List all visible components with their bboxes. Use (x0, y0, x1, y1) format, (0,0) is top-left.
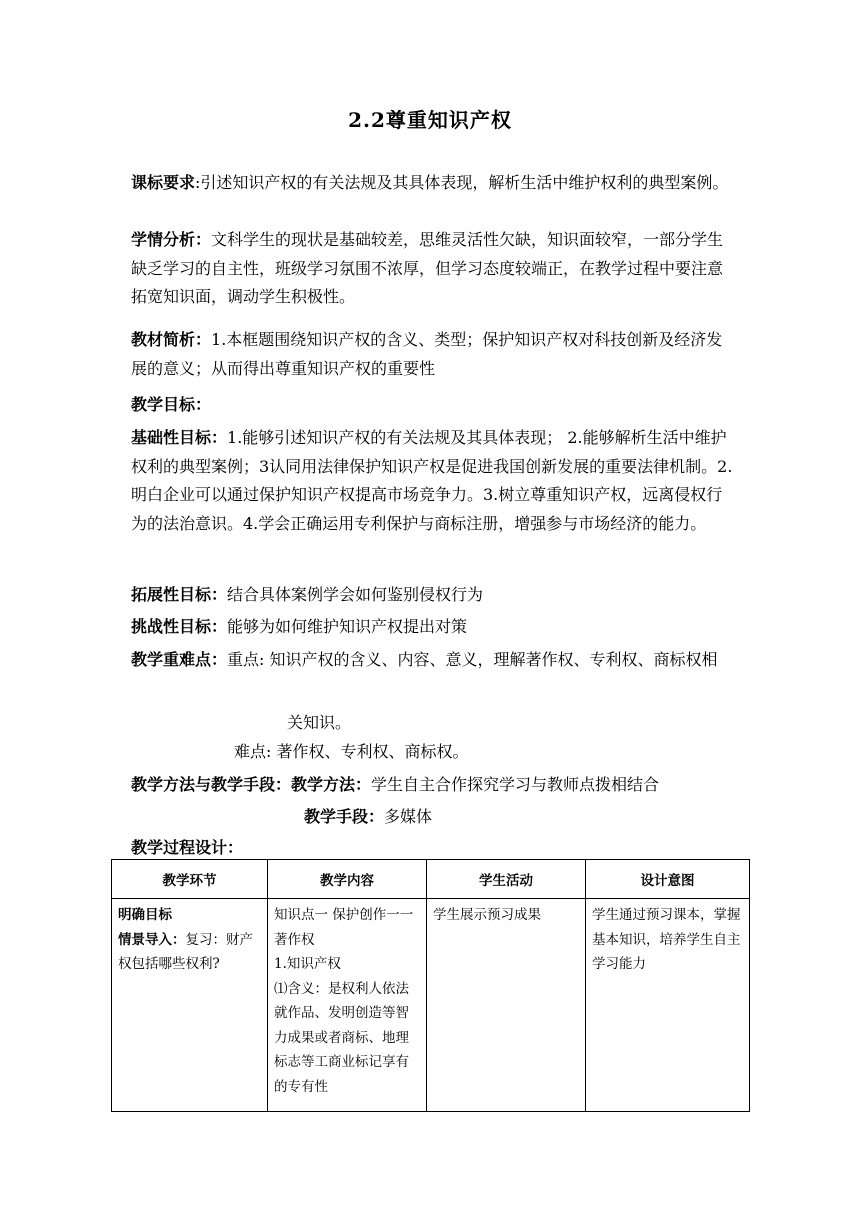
content-line-1: 知识点一 保护创作一一著作权 (274, 907, 414, 948)
content-line-3: ⑴含义：是权利人依法就作品、发明创造等智力成果或者商标、地理标志等工商业标记享有的专有性 (274, 980, 409, 1095)
phase-goal: 明确目标 (118, 907, 172, 923)
header-design-intent: 设计意图 (586, 860, 750, 899)
teaching-means-text: 多媒体 (384, 807, 433, 826)
challenge-goals-label: 挑战性目标： (131, 617, 228, 636)
textbook-analysis-paragraph (131, 326, 736, 383)
basic-goals-text: 1.能够引述知识产权的有关法规及其具体表现； 2.能够解析生活中维护权利的典型案例；3认同用法律保护知识产权是促进我国创新发展的重要法律机制。2.明白企业可以通过保护知识产权提高市场竞争力。3.树立尊重知识产权，远离侵权行为的法治意识。4.学会正确运用专利保护与商标注册，增强参与市场经济的能力。 (131, 428, 733, 533)
key-points-text: 重点: 知识产权的含义、内容、意义，理解著作权、专利权、商标权相 (227, 650, 718, 669)
header-student-activity: 学生活动 (427, 860, 586, 899)
teaching-method-label: 教学方法： (291, 775, 372, 794)
header-content: 教学内容 (268, 860, 427, 899)
learner-analysis-label: 学情分析： (131, 230, 212, 249)
basic-goals-label: 基础性目标： (131, 428, 228, 447)
phase-intro-label: 情景导入： (118, 931, 186, 948)
cell-design-intent: 学生通过预习课本，掌握基本知识，培养学生自主学习能力 (586, 899, 750, 1112)
teaching-means-line (304, 803, 432, 832)
methods-line (131, 771, 659, 800)
learner-analysis-text: 文科学生的现状是基础较差，思维灵活性欠缺，知识面较窄，一部分学生缺乏学习的自主性，班级学习氛围不浓厚，但学习态度较端正，在教学过程中要注意拓宽知识面，调动学生积极性。 (131, 230, 724, 306)
basic-goals-paragraph (131, 424, 736, 538)
teaching-method-text: 学生自主合作探究学习与教师点拨相结合 (371, 775, 660, 794)
content-line-2: 1.知识产权 (274, 956, 341, 972)
phase-intro (118, 928, 261, 977)
page-title: 2.2尊重知识产权 (348, 108, 512, 132)
cell-student-activity: 学生展示预习成果 (427, 899, 586, 1112)
teaching-goals-heading (131, 391, 736, 420)
phase-intro-text: 复习：财产权包括哪些权利? (118, 931, 253, 972)
teaching-process-table (111, 859, 750, 1112)
extended-goals-text: 结合具体案例学会如何鉴别侵权行为 (227, 585, 484, 604)
difficult-points-text: 难点: 著作权、专利权、商标权。 (234, 742, 469, 761)
table-row (112, 899, 750, 1112)
standards-paragraph (131, 169, 736, 198)
methods-label: 教学方法与教学手段： (131, 775, 292, 794)
key-points-label: 教学重难点： (131, 650, 228, 669)
challenge-goals-paragraph (131, 613, 736, 642)
key-points-paragraph (131, 646, 736, 675)
extended-goals-paragraph (131, 581, 736, 610)
teaching-goals-label: 教学目标： (131, 395, 212, 414)
process-design-label: 教学过程设计： (131, 838, 244, 857)
table-header-row (112, 860, 750, 899)
textbook-analysis-text: 1.本框题围绕知识产权的含义、类型；保护知识产权对科技创新及经济发展的意义；从而得出尊重知识产权的重要性 (131, 330, 723, 378)
standards-label: 课标要求 (131, 173, 196, 192)
extended-goals-label: 拓展性目标： (131, 585, 228, 604)
key-points-continuation: 关知识。 (287, 713, 352, 732)
standards-text: :引述知识产权的有关法规及其具体表现，解析生活中维护权利的典型案例。 (195, 173, 729, 192)
cell-content (268, 899, 427, 1112)
textbook-analysis-label: 教材简析： (131, 330, 212, 349)
cell-phase (112, 899, 268, 1112)
header-phase: 教学环节 (112, 860, 268, 899)
challenge-goals-text: 能够为如何维护知识产权提出对策 (227, 617, 468, 636)
learner-analysis-paragraph (131, 226, 736, 312)
teaching-means-label: 教学手段： (304, 807, 385, 826)
